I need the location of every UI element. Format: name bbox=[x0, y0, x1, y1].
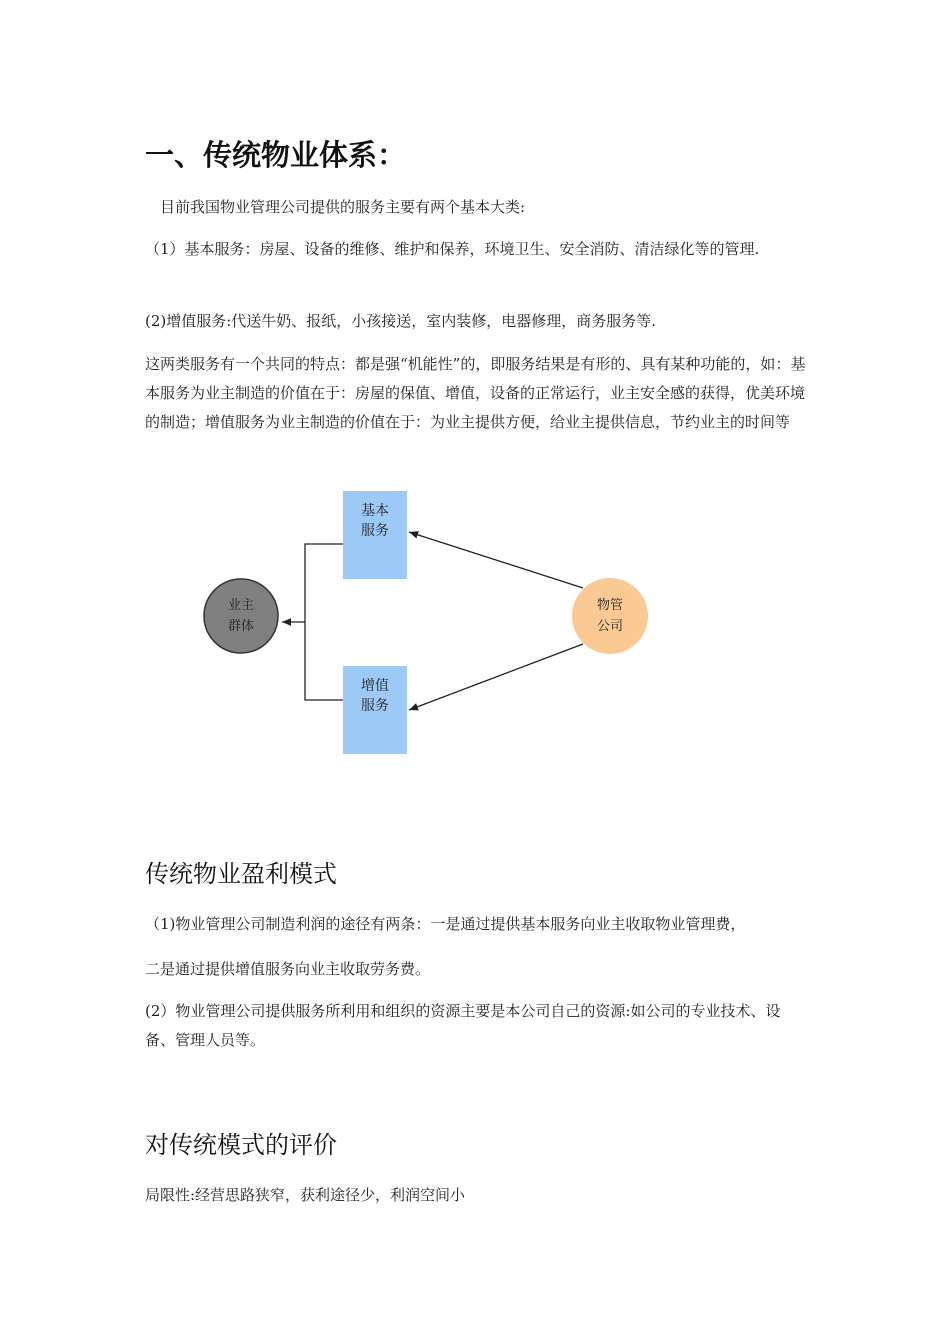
section1-summary: 这两类服务有一个共同的特点：都是强“机能性”的，即服务结果是有形的、具有某种功能的，如：基本服务为业主制造的价值在于：房屋的保值、增值，设备的正常运行，业主安全感的获得，优美环境的制造；增值服务为业主制造的价值在于：为业主提供方便，给业主提供信息，节约业主的时间等 bbox=[145, 355, 806, 431]
section2-heading: 传统物业盈利模式 bbox=[145, 860, 337, 888]
bracket-bottom-line bbox=[305, 622, 343, 700]
owners-label-line1: 业主 bbox=[227, 598, 254, 613]
basic-service-label-line1: 基本 bbox=[361, 503, 389, 519]
owners-label bbox=[211, 595, 271, 637]
value-service-label-line2: 服务 bbox=[361, 698, 389, 714]
section2-item1-line2: 二是通过提供增值服务向业主收取劳务费。 bbox=[145, 960, 431, 978]
section1-intro: 目前我国物业管理公司提供的服务主要有两个基本大类: bbox=[160, 198, 526, 216]
bracket-top-line bbox=[305, 544, 343, 622]
section3-text: 局限性:经营思路狭窄，获利途径少，利润空间小 bbox=[145, 1186, 466, 1204]
section1-item1: （1）基本服务：房屋、设备的维修、维护和保养，环境卫生、安全消防、清洁绿化等的管理. bbox=[145, 240, 760, 258]
company-label-line2: 公司 bbox=[596, 619, 623, 634]
arrow-to-value-service bbox=[409, 644, 583, 710]
section1-item2: (2)增值服务:代送牛奶、报纸，小孩接送，室内装修，电器修理，商务服务等. bbox=[145, 312, 657, 330]
basic-service-label-line2: 服务 bbox=[361, 523, 389, 539]
company-label-line1: 物管 bbox=[596, 598, 623, 613]
arrow-to-basic-service bbox=[409, 532, 583, 588]
section3-heading: 对传统模式的评价 bbox=[145, 1131, 337, 1159]
section2-item1-line1: （1)物业管理公司制造利润的途径有两条：一是通过提供基本服务向业主收取物业管理费， bbox=[145, 915, 746, 933]
section1-heading: 一、传统物业体系： bbox=[145, 138, 407, 172]
owners-label-line2: 群体 bbox=[227, 619, 254, 634]
basic-service-box bbox=[343, 491, 407, 579]
value-service-box bbox=[343, 666, 407, 754]
value-service-label-line1: 增值 bbox=[361, 678, 389, 694]
service-diagram bbox=[195, 485, 665, 765]
company-label bbox=[580, 595, 640, 637]
section2-item2: (2）物业管理公司提供服务所利用和组织的资源主要是本公司自己的资源:如公司的专业技术、设备、管理人员等。 bbox=[145, 1002, 781, 1049]
